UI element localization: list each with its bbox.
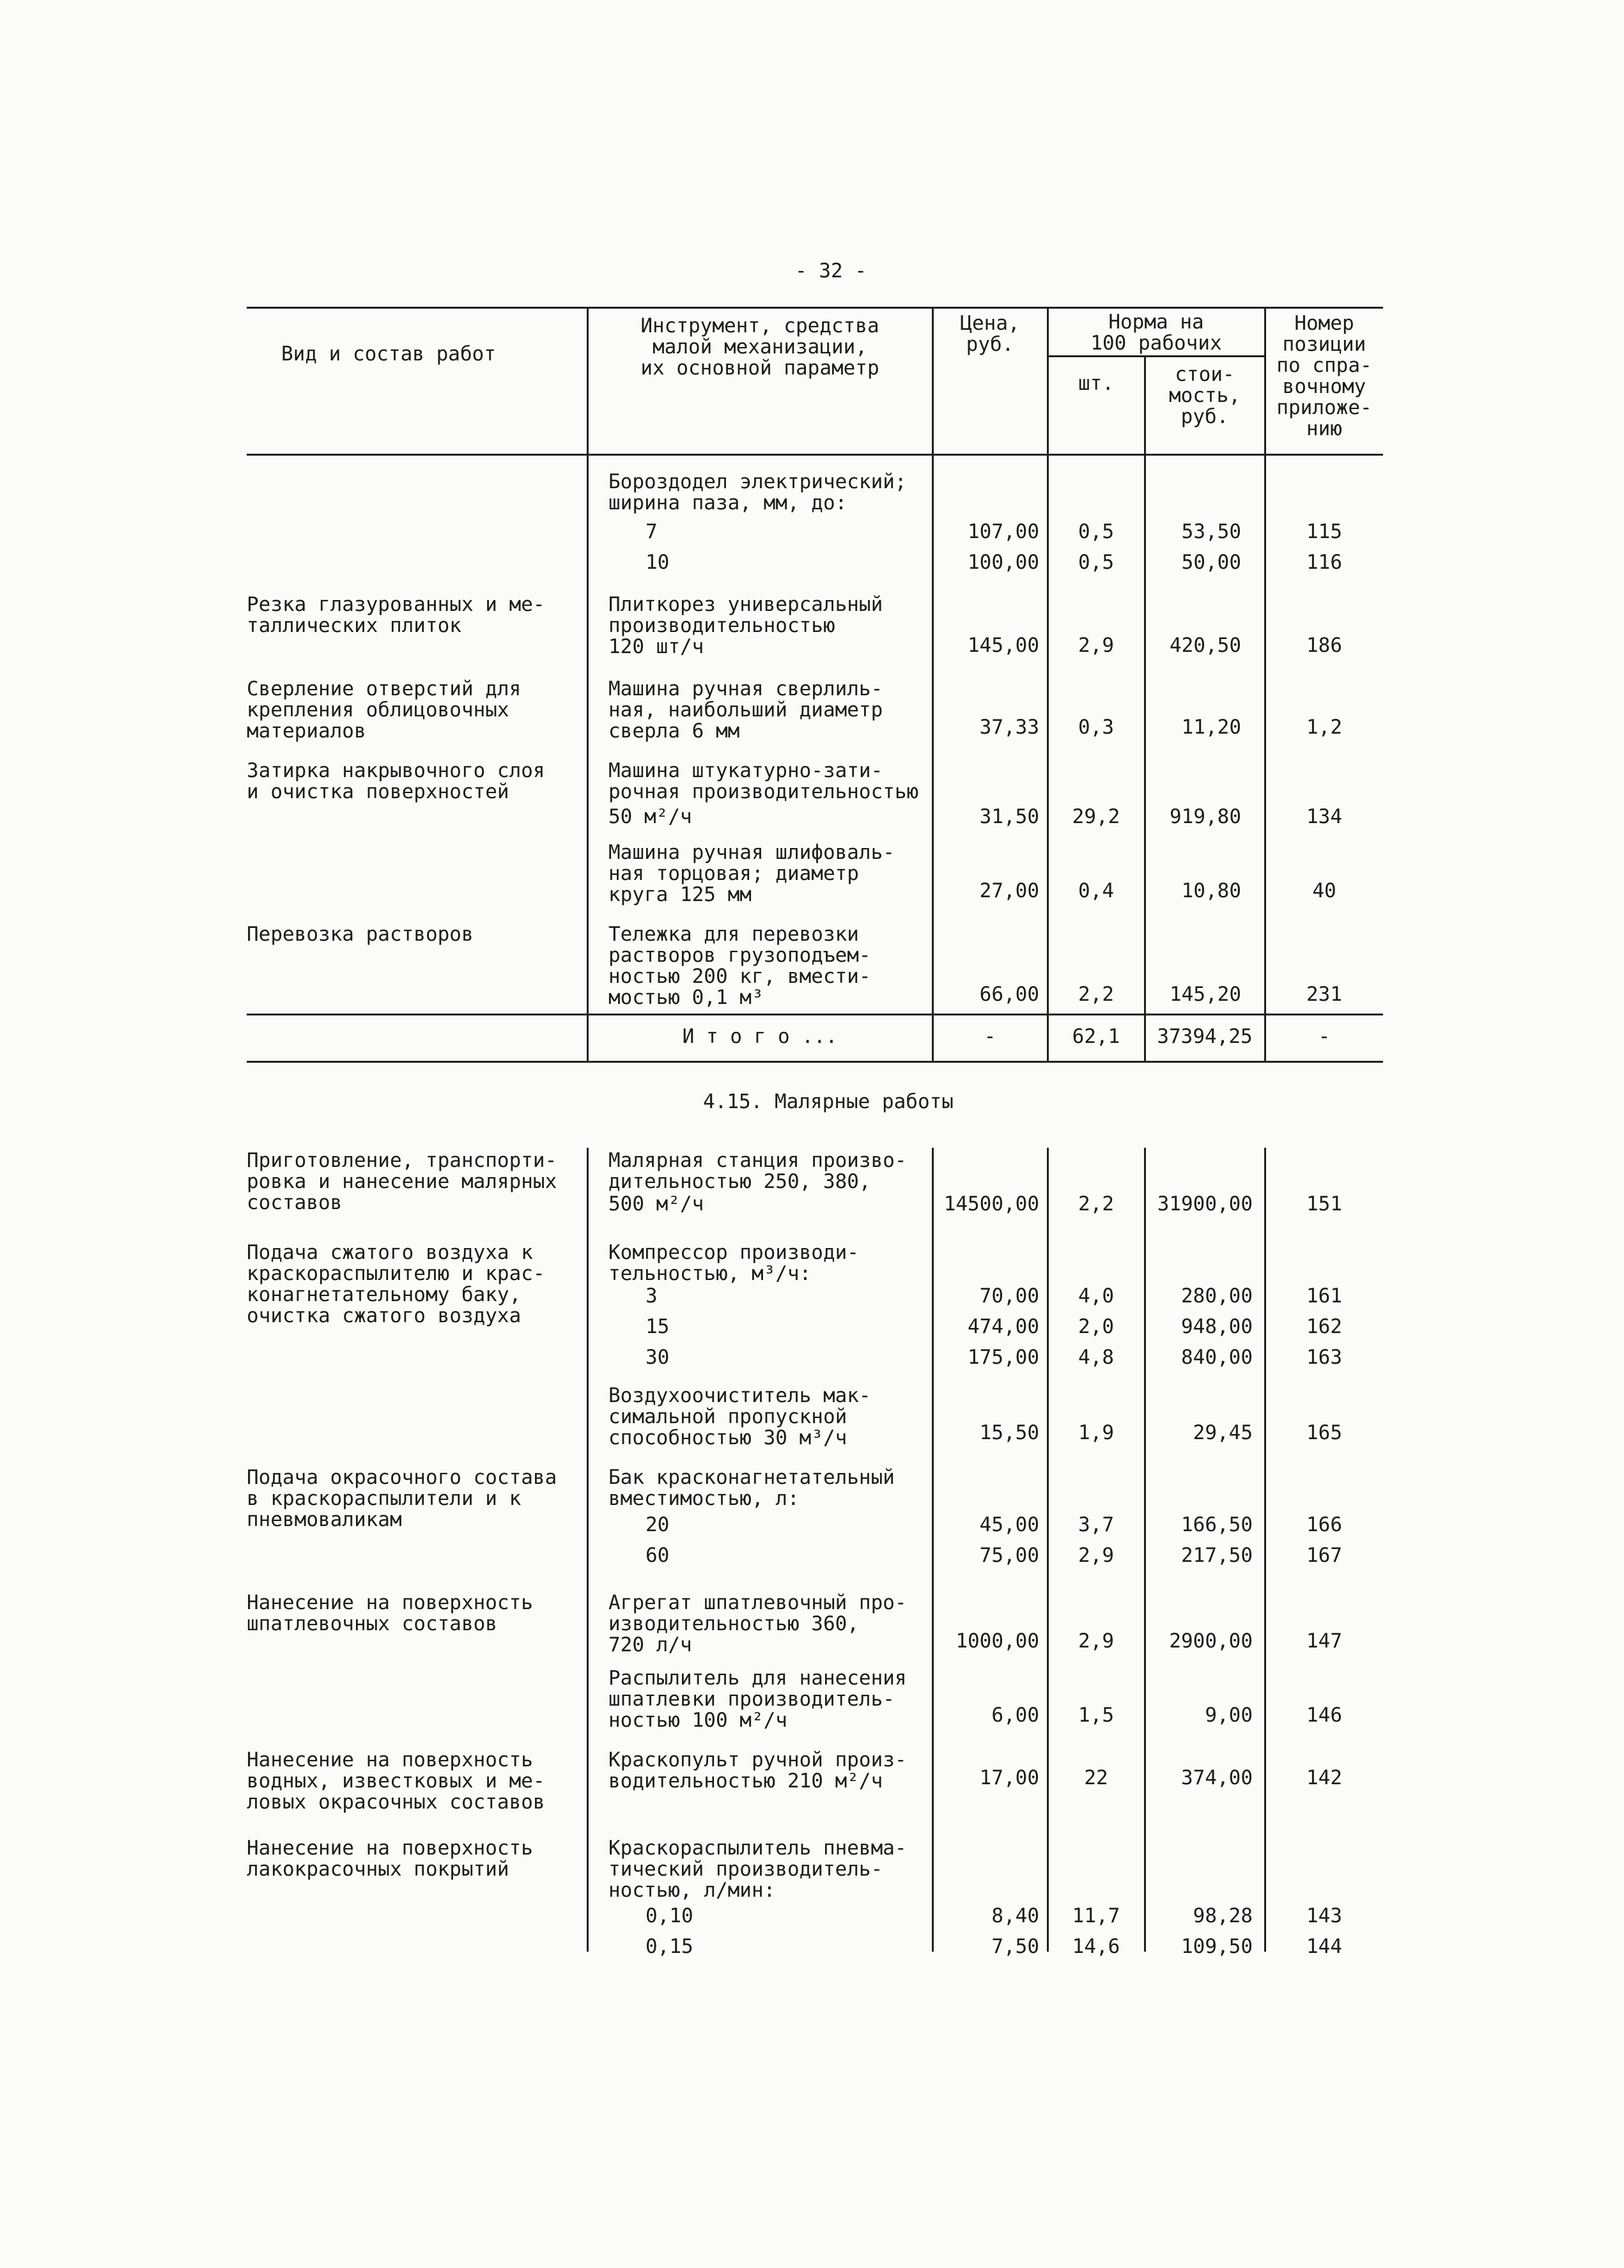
cost-cell: 280,00 xyxy=(1181,1284,1253,1308)
tool-size-item: 0,15 xyxy=(646,1935,693,1958)
ref-cell: 116 xyxy=(1306,551,1342,574)
cost-cell: 11,20 xyxy=(1181,716,1241,739)
qty-cell: 29,2 xyxy=(1072,805,1120,828)
tool-description: Плиткорез универсальный производительностью 120 шт/ч xyxy=(608,593,883,658)
price-cell: 17,00 xyxy=(979,1766,1039,1789)
qty-cell: 3,7 xyxy=(1078,1513,1114,1536)
cost-cell: 420,50 xyxy=(1170,634,1241,657)
work-type: Нанесение на поверхность шпатлевочных составов xyxy=(247,1591,533,1635)
price-cell: 27,00 xyxy=(979,879,1039,902)
work-type: Приготовление, транспорти- ровка и нанесение малярных составов xyxy=(247,1149,557,1214)
ref-cell: 146 xyxy=(1306,1704,1342,1727)
tool-size-item: 15 xyxy=(646,1315,670,1338)
tool-description: Машина ручная шлифоваль- ная торцовая; диаметр круга 125 мм xyxy=(608,841,895,906)
cost-cell: 166,50 xyxy=(1181,1513,1253,1536)
ref-cell: 167 xyxy=(1306,1544,1342,1567)
qty-cell: 2,2 xyxy=(1078,983,1114,1006)
tool-description: Воздухоочиститель мак- симальной пропускной способностью 30 м³/ч xyxy=(608,1384,871,1449)
cost-cell: 50,00 xyxy=(1181,551,1241,574)
col-divider-price xyxy=(932,307,934,1061)
col-divider-qty xyxy=(1144,1148,1146,1952)
work-type: Подача сжатого воздуха к краскораспылителю и крас- конагнетательному баку, очистка сжатого воздуха xyxy=(247,1241,545,1327)
cost-cell: 145,20 xyxy=(1170,983,1241,1006)
header-bottom-rule xyxy=(247,454,1383,456)
qty-cell: 14,6 xyxy=(1072,1935,1120,1958)
tool-size-item: 50 м²/ч xyxy=(608,805,692,828)
total-cost: 37394,25 xyxy=(1157,1025,1253,1048)
ref-cell: 144 xyxy=(1306,1935,1342,1958)
tool-description: Машина штукатурно-зати- рочная производительностью xyxy=(608,759,919,803)
tool-description: Краскораспылитель пневма- тический производитель- ностью, л/мин: xyxy=(608,1837,907,1902)
work-type: Перевозка растворов xyxy=(247,923,474,946)
work-type: Резка глазурованных и ме- таллических плиток xyxy=(247,593,545,637)
ref-cell: 231 xyxy=(1306,983,1342,1006)
total-price: - xyxy=(984,1025,996,1048)
qty-cell: 2,0 xyxy=(1078,1315,1114,1338)
total-bottom-rule xyxy=(247,1061,1383,1063)
col-divider-price xyxy=(932,1148,934,1952)
total-top-rule xyxy=(247,1014,1383,1015)
tool-description: Тележка для перевозки растворов грузоподъем- ностью 200 кг, вмести- мостью 0,1 м³ xyxy=(608,923,871,1009)
tool-size-item: 10 xyxy=(646,551,670,574)
cost-cell: 2900,00 xyxy=(1169,1630,1253,1653)
ref-cell: 161 xyxy=(1306,1284,1342,1308)
cost-cell: 9,00 xyxy=(1205,1704,1253,1727)
price-cell: 474,00 xyxy=(968,1315,1039,1338)
tool-size-item: 30 xyxy=(646,1346,670,1369)
tool-description: Бак красконагнетательный вместимостью, л: xyxy=(608,1466,895,1510)
tool-size-item: 20 xyxy=(646,1513,670,1536)
price-cell: 31,50 xyxy=(979,805,1039,828)
total-qty: 62,1 xyxy=(1072,1025,1120,1048)
ref-cell: 115 xyxy=(1306,520,1342,543)
ref-cell: 142 xyxy=(1306,1766,1342,1789)
tool-description: Бороздодел электрический; ширина паза, мм, до: xyxy=(608,470,907,514)
table-top-rule xyxy=(247,307,1383,309)
tool-size-item: 3 xyxy=(646,1284,658,1308)
price-cell: 75,00 xyxy=(979,1544,1039,1567)
total-ref: - xyxy=(1318,1025,1331,1048)
qty-cell: 0,5 xyxy=(1078,551,1114,574)
ref-cell: 162 xyxy=(1306,1315,1342,1338)
price-cell: 15,50 xyxy=(979,1421,1039,1444)
ref-cell: 165 xyxy=(1306,1421,1342,1444)
ref-cell: 163 xyxy=(1306,1346,1342,1369)
header-cost: стои- мость, руб. xyxy=(1169,363,1241,428)
price-cell: 8,40 xyxy=(991,1904,1039,1927)
qty-cell: 0,3 xyxy=(1078,716,1114,739)
work-type: Нанесение на поверхность лакокрасочных покрытий xyxy=(247,1837,533,1881)
tool-size-item: 7 xyxy=(646,520,658,543)
cost-cell: 948,00 xyxy=(1181,1315,1253,1338)
ref-cell: 143 xyxy=(1306,1904,1342,1927)
cost-cell: 840,00 xyxy=(1181,1346,1253,1369)
col-divider-tool xyxy=(587,1148,589,1952)
cost-cell: 98,28 xyxy=(1193,1904,1253,1927)
tool-size-item: 0,10 xyxy=(646,1904,693,1927)
qty-cell: 11,7 xyxy=(1072,1904,1120,1927)
tool-description: Малярная станция произво- дительностью 250, 380, xyxy=(608,1149,907,1193)
ref-cell: 1,2 xyxy=(1306,716,1342,739)
cost-cell: 374,00 xyxy=(1181,1766,1253,1789)
price-cell: 70,00 xyxy=(979,1284,1039,1308)
col-divider-qty xyxy=(1144,355,1146,1061)
total-label: И т о г о ... xyxy=(682,1025,838,1048)
qty-cell: 0,5 xyxy=(1078,520,1114,543)
qty-cell: 2,2 xyxy=(1078,1192,1114,1215)
qty-cell: 1,5 xyxy=(1078,1704,1114,1727)
cost-cell: 31900,00 xyxy=(1157,1192,1253,1215)
cost-cell: 10,80 xyxy=(1181,879,1241,902)
price-cell: 66,00 xyxy=(979,983,1039,1006)
tool-size-item: 60 xyxy=(646,1544,670,1567)
price-cell: 37,33 xyxy=(979,716,1039,739)
work-type: Подача окрасочного состава в краскораспылители и к пневмоваликам xyxy=(247,1466,557,1531)
price-cell: 175,00 xyxy=(968,1346,1039,1369)
price-cell: 6,00 xyxy=(991,1704,1039,1727)
cost-cell: 919,80 xyxy=(1170,805,1241,828)
work-type: Нанесение на поверхность водных, известковых и ме- ловых окрасочных составов xyxy=(247,1748,545,1814)
cost-cell: 217,50 xyxy=(1181,1544,1253,1567)
price-cell: 7,50 xyxy=(991,1935,1039,1958)
tool-description: Распылитель для нанесения шпатлевки производитель- ностью 100 м²/ч xyxy=(608,1667,907,1732)
work-type: Сверление отверстий для крепления облицовочных материалов xyxy=(247,677,522,743)
header-tool: Инструмент, средства малой механизации, их основной параметр xyxy=(640,314,879,380)
tool-description: Агрегат шпатлевочный про- изводительностью 360, 720 л/ч xyxy=(608,1591,907,1656)
page-number: - 32 - xyxy=(795,259,867,282)
cost-cell: 109,50 xyxy=(1181,1935,1253,1958)
header-qty: шт. xyxy=(1078,372,1114,395)
col-divider-norm xyxy=(1047,307,1049,1061)
qty-cell: 4,8 xyxy=(1078,1346,1114,1369)
ref-cell: 186 xyxy=(1306,634,1342,657)
header-norm: Норма на 100 рабочих xyxy=(1090,311,1222,355)
price-cell: 1000,00 xyxy=(955,1630,1039,1653)
qty-cell: 1,9 xyxy=(1078,1421,1114,1444)
header-ref: Номер позиции по спра- вочному приложе- нию xyxy=(1276,312,1372,440)
price-cell: 107,00 xyxy=(968,520,1039,543)
qty-cell: 2,9 xyxy=(1078,634,1114,657)
cost-cell: 53,50 xyxy=(1181,520,1241,543)
qty-cell: 2,9 xyxy=(1078,1544,1114,1567)
qty-cell: 0,4 xyxy=(1078,879,1114,902)
header-price: Цена, руб. xyxy=(960,312,1020,356)
price-cell: 100,00 xyxy=(968,551,1039,574)
tool-size-item: 500 м²/ч xyxy=(608,1192,704,1215)
norm-subheader-rule xyxy=(1047,355,1264,357)
cost-cell: 29,45 xyxy=(1193,1421,1253,1444)
header-work-type: Вид и состав работ xyxy=(281,343,496,366)
ref-cell: 134 xyxy=(1306,805,1342,828)
qty-cell: 4,0 xyxy=(1078,1284,1114,1308)
section-title: 4.15. Малярные работы xyxy=(703,1090,954,1113)
ref-cell: 151 xyxy=(1306,1192,1342,1215)
ref-cell: 166 xyxy=(1306,1513,1342,1536)
ref-cell: 147 xyxy=(1306,1630,1342,1653)
col-divider-ref xyxy=(1264,1148,1266,1952)
tool-description: Краскопульт ручной произ- водительностью 210 м²/ч xyxy=(608,1748,907,1793)
qty-cell: 2,9 xyxy=(1078,1630,1114,1653)
qty-cell: 22 xyxy=(1084,1766,1108,1789)
work-type: Затирка накрывочного слоя и очистка поверхностей xyxy=(247,759,545,803)
tool-description: Компрессор производи- тельностью, м³/ч: xyxy=(608,1241,859,1285)
col-divider-tool xyxy=(587,307,589,1061)
col-divider-norm xyxy=(1047,1148,1049,1952)
ref-cell: 40 xyxy=(1312,879,1336,902)
col-divider-ref xyxy=(1264,307,1266,1061)
price-cell: 145,00 xyxy=(968,634,1039,657)
price-cell: 45,00 xyxy=(979,1513,1039,1536)
tool-description: Машина ручная сверлиль- ная, наибольший диаметр сверла 6 мм xyxy=(608,677,883,743)
price-cell: 14500,00 xyxy=(943,1192,1039,1215)
